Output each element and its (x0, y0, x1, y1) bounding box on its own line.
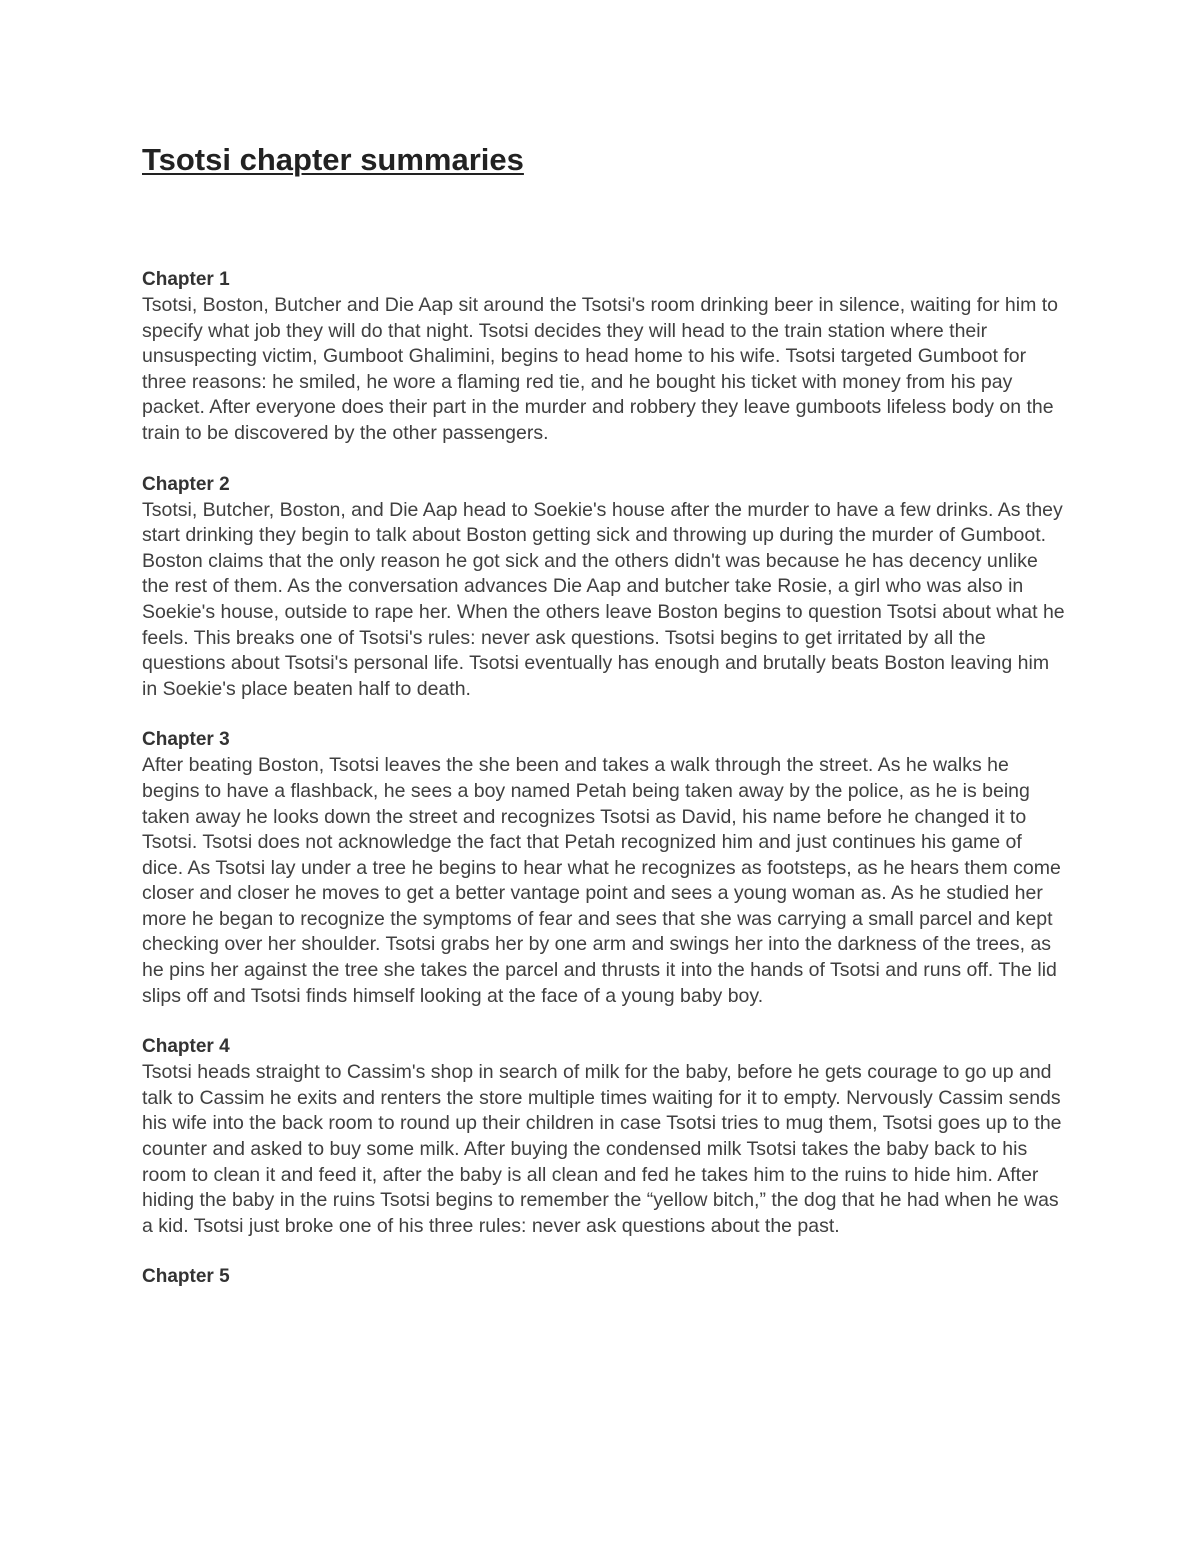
chapter-section (142, 1034, 1067, 1239)
chapter-heading: Chapter 5 (142, 1266, 230, 1288)
chapter-section (142, 472, 1067, 703)
chapter-heading: Chapter 1 (142, 269, 230, 290)
document-page (142, 140, 1067, 1315)
chapter-heading: Chapter 3 (142, 729, 230, 751)
document-title: Tsotsi chapter summaries (142, 142, 524, 177)
chapter-summary: Tsotsi heads straight to Cassim's shop in search of milk for the baby, before he gets courage to go up and talk to Cassim he exits and renters the store multiple times waiting for it to empty. Nervously Cassim sends his wife into the back room to round up their children in case Tsotsi tries to mug them, Tsotsi goes up to the counter and asked to buy some milk. After buying the condensed milk Tsotsi takes the baby back to his room to clean it and feed it, after the baby is all clean and fed he takes him to the ruins to hide him. After hiding the baby in the ruins Tsotsi begins to remember the “yellow bitch,” the dog that he had when he was a kid. Tsotsi just broke one of his three rules: never ask questions about the past. (142, 1061, 1062, 1237)
chapter-section (142, 727, 1067, 1009)
chapter-heading: Chapter 2 (142, 473, 230, 495)
chapter-section (142, 267, 1067, 447)
chapter-section (142, 1264, 1067, 1290)
chapter-summary: After beating Boston, Tsotsi leaves the she been and takes a walk through the street. As he walks he begins to have a flashback, he sees a boy named Petah being taken away by the police, as he is being taken away he looks down the street and recognizes Tsotsi as David, his name before he changed it to Tsotsi. Tsotsi does not acknowledge the fact that Petah recognized him and just continues his game of dice. As Tsotsi lay under a tree he begins to hear what he recognizes as footsteps, as he hears them come closer and closer he moves to get a better vantage point and sees a young woman as. As he studied her more he began to recognize the symptoms of fear and sees that she was carrying a small parcel and kept checking over her shoulder. Tsotsi grabs her by one arm and swings her into the darkness of the trees, as he pins her against the tree she takes the parcel and thrusts it into the hands of Tsotsi and runs off. The lid slips off and Tsotsi finds himself looking at the face of a young baby boy. (142, 754, 1061, 1007)
chapter-summary: Tsotsi, Butcher, Boston, and Die Aap head to Soekie's house after the murder to have a few drinks. As they start drinking they begin to talk about Boston getting sick and throwing up during the murder of Gumboot. Boston claims that the only reason he got sick and the others didn't was because he has decency unlike the rest of them. As the conversation advances Die Aap and butcher take Rosie, a girl who was also in Soekie's house, outside to rape her. When the others leave Boston begins to question Tsotsi about what he feels. This breaks one of Tsotsi's rules: never ask questions. Tsotsi begins to get irritated by all the questions about Tsotsi's personal life. Tsotsi eventually has enough and brutally beats Boston leaving him in Soekie's place beaten half to death. (142, 498, 1065, 700)
chapter-heading: Chapter 4 (142, 1036, 230, 1058)
chapter-summary: Tsotsi, Boston, Butcher and Die Aap sit around the Tsotsi's room drinking beer in silence, waiting for him to specify what job they will do that night. Tsotsi decides they will head to the train station where their unsuspecting victim, Gumboot Ghalimini, begins to head home to his wife. Tsotsi targeted Gumboot for three reasons: he smiled, he wore a flaming red tie, and he bought his ticket with money from his pay packet. After everyone does their part in the murder and robbery they leave gumboots lifeless body on the train to be discovered by the other passengers. (142, 294, 1058, 444)
